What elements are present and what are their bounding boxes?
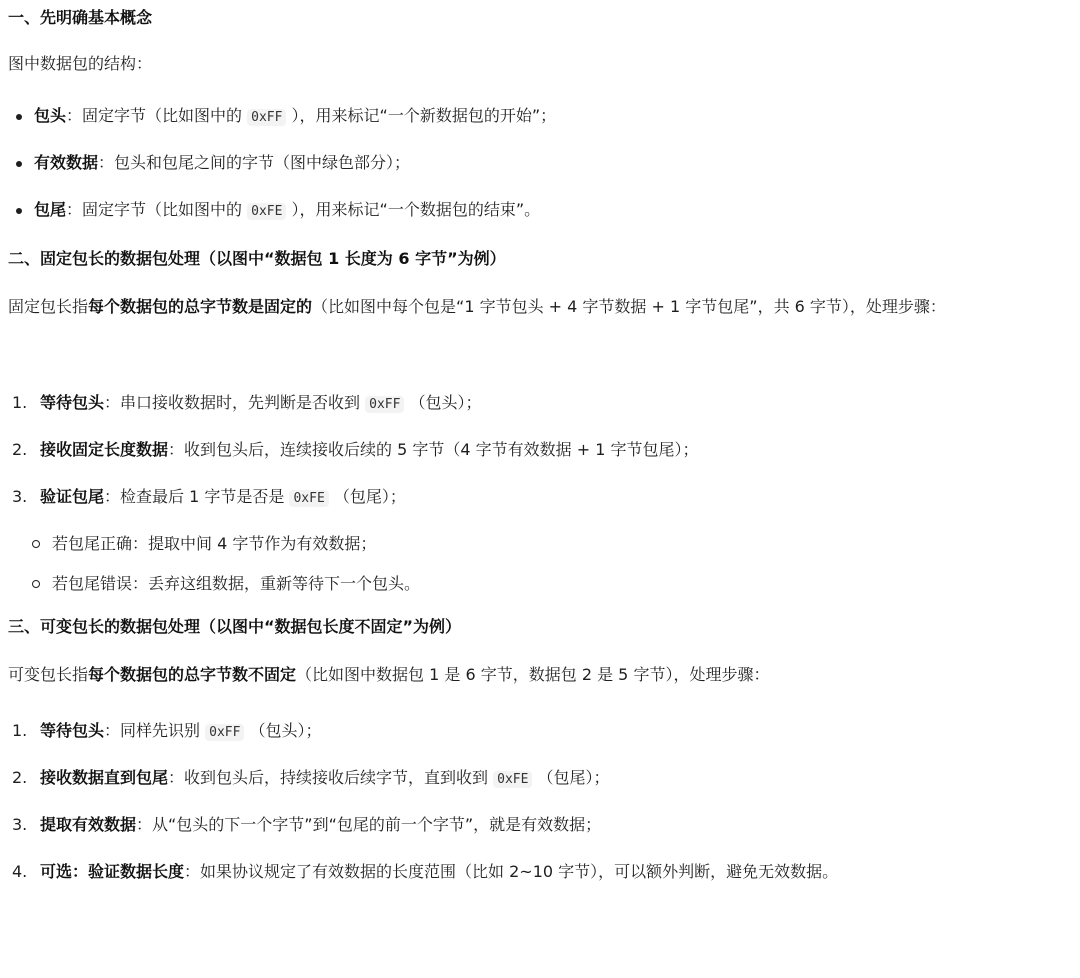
list-item: [8, 764, 1072, 811]
code-inline: 0xFE: [493, 771, 532, 788]
step-bold: 接收固定长度数据: [40, 440, 169, 459]
step-text: ：如果协议规定了有效数据的长度范围（比如 2~10 字节），可以额外判断，避免无效数据。: [184, 862, 839, 881]
step-text: ：收到包头后，持续接收后续字节，直到收到: [168, 768, 489, 787]
code-inline: 0xFF: [247, 109, 286, 126]
step-number: 4.: [12, 862, 28, 881]
step-bold: 接收数据直到包尾: [40, 768, 169, 787]
step-text: ：串口接收数据时，先判断是否收到: [104, 393, 361, 412]
section-1-heading-row: [8, 0, 1072, 40]
step-number: 2.: [12, 440, 28, 459]
list-item: [8, 483, 1072, 530]
step-bold: 验证包尾: [40, 487, 105, 506]
section-3-paragraph: [8, 661, 1072, 689]
step-number: 1.: [12, 721, 28, 740]
para-text: （比如图中每个包是“1 字节包头 + 4 字节数据 + 1 字节包尾”，共 6 字节），处理步骤：: [312, 297, 946, 316]
section-2-paragraph: [8, 293, 1072, 321]
step-bold: 可选：验证数据长度: [40, 862, 185, 881]
section-2-para-row: [8, 285, 1072, 375]
code-inline: 0xFF: [365, 396, 404, 413]
step-text: ：收到包头后，连续接收后续的 5 字节（4 字节有效数据 + 1 字节包尾）；: [168, 440, 699, 459]
list-item: [8, 149, 1072, 196]
item-bold: 包尾: [34, 200, 67, 219]
list-item: [8, 717, 1072, 764]
step-text: ：从“包头的下一个字节”到“包尾的前一个字节”，就是有效数据；: [136, 815, 602, 834]
para-text: 可变包长指: [8, 665, 89, 684]
list-item: [8, 436, 1072, 483]
step-number: 3.: [12, 815, 28, 834]
section-1-list: [8, 102, 1072, 243]
step-number: 1.: [12, 393, 28, 412]
step-text: ：检查最后 1 字节是否是: [104, 487, 285, 506]
step-bold: 等待包头: [40, 393, 105, 412]
item-text: ：包头和包尾之间的字节（图中绿色部分）；: [98, 153, 411, 172]
code-inline: 0xFE: [247, 203, 286, 220]
list-item: [8, 102, 1072, 149]
step-text: （包头）；: [249, 721, 322, 740]
section-1-intro-row: [8, 40, 1072, 88]
item-bold: 包头: [34, 106, 67, 125]
section-2-substeps: [8, 530, 1072, 611]
list-item: [8, 811, 1072, 858]
list-item: 若包尾错误：丢弃这组数据，重新等待下一个包头。: [8, 570, 1072, 611]
item-text: ），用来标记“一个数据包的结束”。: [291, 200, 541, 219]
section-3-title: 三、可变包长的数据包处理（以图中“数据包长度不固定”为例）: [8, 617, 462, 636]
list-item: [8, 196, 1072, 243]
list-item: [8, 389, 1072, 436]
step-text: （包尾）；: [333, 487, 406, 506]
code-inline: 0xFE: [289, 490, 328, 507]
section-2-steps: [8, 389, 1072, 530]
item-text: ：固定字节（比如图中的: [66, 106, 243, 125]
item-text: ），用来标记“一个新数据包的开始”；: [291, 106, 557, 125]
step-number: 3.: [12, 487, 28, 506]
code-inline: 0xFF: [205, 724, 244, 741]
step-bold: 提取有效数据: [40, 815, 137, 834]
section-1-intro: 图中数据包的结构：: [8, 54, 153, 73]
section-2-heading-row: [8, 243, 1072, 285]
section-3-steps: [8, 717, 1072, 918]
para-bold: 每个数据包的总字节数不固定: [88, 665, 297, 684]
section-3-heading-row: [8, 611, 1072, 653]
item-bold: 有效数据: [34, 153, 99, 172]
step-text: （包尾）；: [537, 768, 610, 787]
list-item: 若包尾正确：提取中间 4 字节作为有效数据；: [8, 530, 1072, 570]
para-bold: 每个数据包的总字节数是固定的: [88, 297, 313, 316]
para-text: 固定包长指: [8, 297, 89, 316]
step-text: ：同样先识别: [104, 721, 201, 740]
para-text: （比如图中数据包 1 是 6 字节，数据包 2 是 5 字节），处理步骤：: [296, 665, 770, 684]
step-bold: 等待包头: [40, 721, 105, 740]
list-item: [8, 858, 1072, 918]
step-text: （包头）；: [409, 393, 482, 412]
section-1-title: 一、先明确基本概念: [8, 8, 153, 27]
item-text: ：固定字节（比如图中的: [66, 200, 243, 219]
section-3-para-row: [8, 653, 1072, 705]
section-2-title: 二、固定包长的数据包处理（以图中“数据包 1 长度为 6 字节”为例）: [8, 249, 506, 268]
step-number: 2.: [12, 768, 28, 787]
